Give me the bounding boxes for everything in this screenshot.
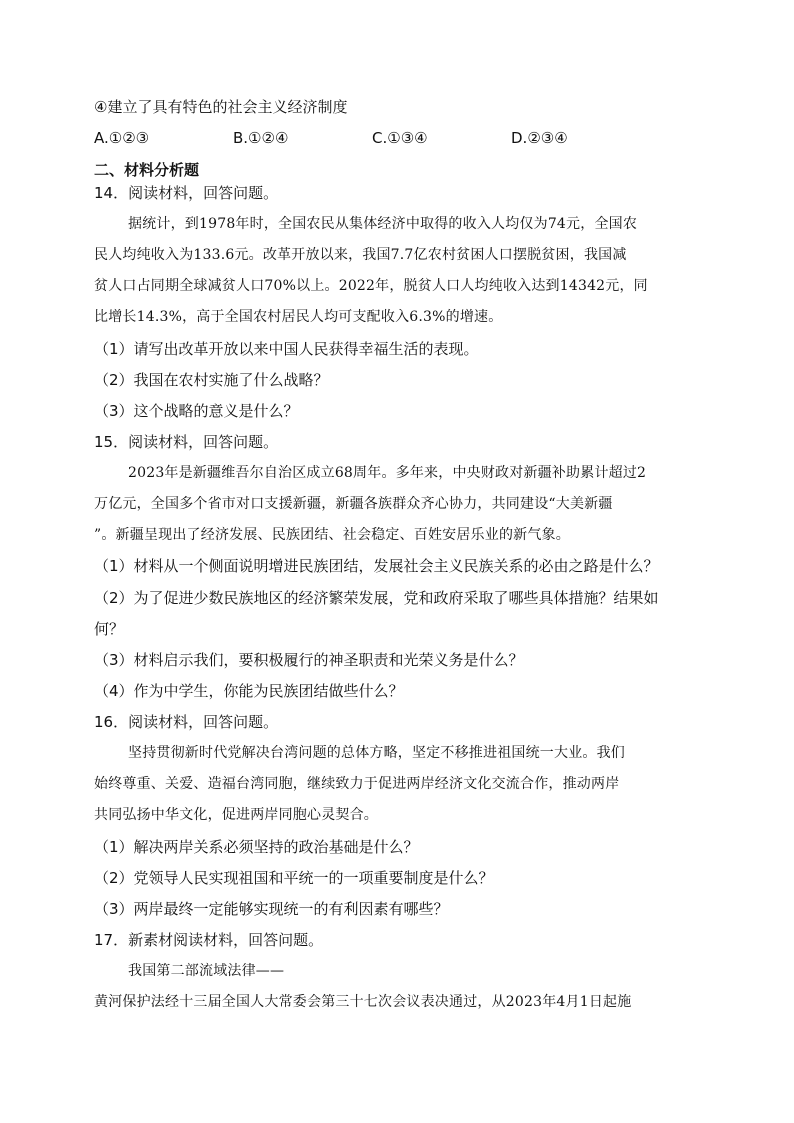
q15-sub-question: （1）材料从一个侧面说明增进民族团结，发展社会主义民族关系的必由之路是什么？ [94, 557, 659, 575]
q15-sub-question: 何？ [94, 620, 125, 638]
q15-material-line: 万亿元，全国多个省市对口支援新疆，新疆各族群众齐心协力，共同建设“大美新疆 [94, 496, 613, 512]
q15-sub-question: （4）作为中学生，你能为民族团结做些什么？ [94, 682, 404, 700]
q14-sub-question: （3）这个战略的意义是什么？ [94, 402, 299, 420]
q16-sub-question: （2）党领导人民实现祖国和平统一的一项重要制度是什么？ [94, 869, 494, 887]
q16-material-line: 共同弘扬中华文化，促进两岸同胞心灵契合。 [94, 807, 378, 823]
option-c: C.①③④ [372, 129, 428, 147]
q15-sub-question: （2）为了促进少数民族地区的经济繁荣发展，党和政府采取了哪些具体措施？结果如 [94, 589, 659, 607]
q14-material-line: 据统计，到1978年时，全国农民从集体经济中取得的收入人均仅为74元，全国农 [128, 216, 638, 232]
q16-material-line: 坚持贯彻新时代党解决台湾问题的总体方略，坚定不移推进祖国统一大业。我们 [128, 745, 625, 761]
q15-material-line: 2023年是新疆维吾尔自治区成立68周年。多年来，中央财政对新疆补助累计超过2 [128, 465, 647, 481]
q14-material-line: 比增长14.3%，高于全国农村居民人均可支配收入6.3%的增速。 [94, 309, 503, 325]
q14-material-line: 民人均纯收入为133.6元。改革开放以来，我国7.7亿农村贫困人口摆脱贫困，我国减 [94, 247, 627, 263]
q14-stem: 14．阅读材料，回答问题。 [94, 184, 279, 202]
q17-material-line: 我国第二部流域法律—— [128, 963, 285, 979]
section-title: 二、材料分析题 [94, 161, 200, 179]
option-a: A.①②③ [94, 129, 150, 147]
q14-sub-question: （2）我国在农村实施了什么战略？ [94, 371, 329, 389]
q15-sub-question: （3）材料启示我们，要积极履行的神圣职责和光荣义务是什么？ [94, 651, 524, 669]
q17-material-line: 黄河保护法经十三届全国人大常委会第三十七次会议表决通过，从2023年4月1日起施 [94, 994, 632, 1010]
q14-material-line: 贫人口占同期全球减贫人口70%以上。2022年，脱贫人口人均纯收入达到14342元，同 [94, 278, 648, 294]
q15-material-line: ”。新疆呈现出了经济发展、民族团结、社会稳定、百姓安居乐业的新气象。 [94, 527, 570, 543]
q15-stem: 15．阅读材料，回答问题。 [94, 433, 279, 451]
q14-sub-question: （1）请写出改革开放以来中国人民获得幸福生活的表现。 [94, 340, 479, 358]
q16-stem: 16．阅读材料，回答问题。 [94, 713, 279, 731]
q17-stem: 17．新素材阅读材料，回答问题。 [94, 931, 324, 949]
q13-item-4: ④建立了具有特色的社会主义经济制度 [94, 98, 348, 116]
q16-sub-question: （3）两岸最终一定能够实现统一的有利因素有哪些？ [94, 900, 449, 918]
option-b: B.①②④ [233, 129, 289, 147]
q16-material-line: 始终尊重、关爱、造福台湾同胞，继续致力于促进两岸经济文化交流合作，推动两岸 [94, 776, 620, 792]
q16-sub-question: （1）解决两岸关系必须坚持的政治基础是什么？ [94, 838, 419, 856]
option-d: D.②③④ [511, 129, 568, 147]
